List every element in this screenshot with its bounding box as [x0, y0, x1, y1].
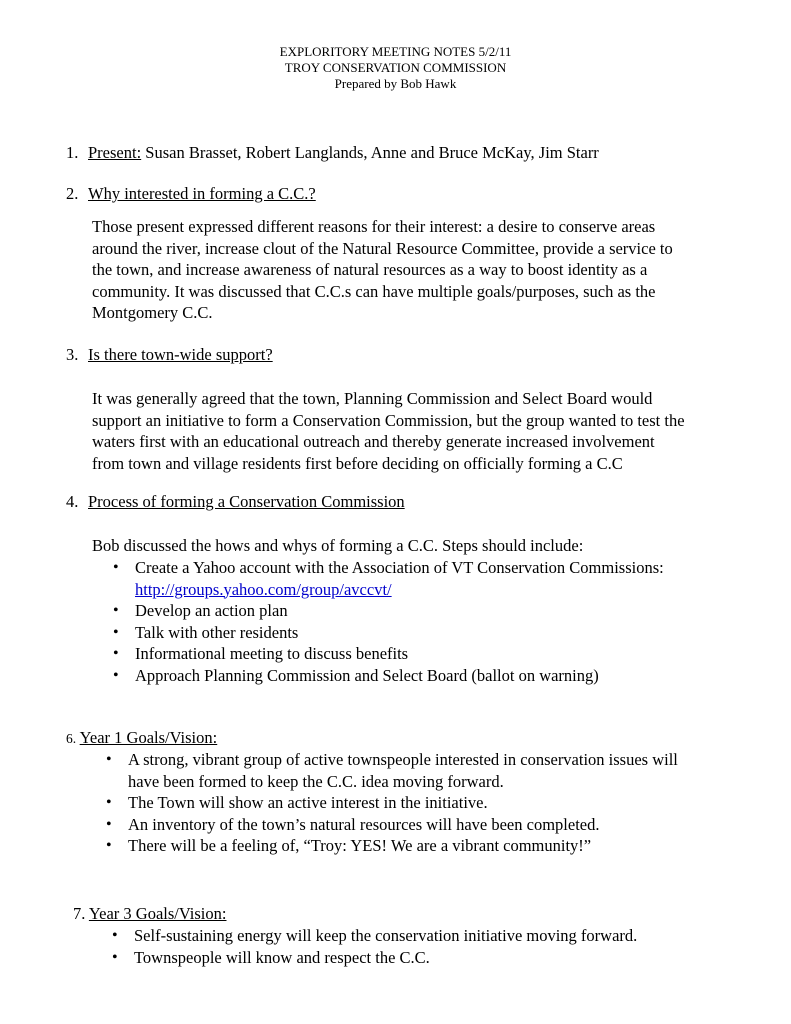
step-text: Create a Yahoo account with the Association of VT Conservation Commissions:: [135, 558, 664, 577]
bullet-icon: •: [106, 837, 112, 854]
step-text: Informational meeting to discuss benefits: [135, 644, 409, 663]
goal-text: Townspeople will know and respect the C.C.: [134, 947, 430, 967]
bullet-icon: •: [113, 666, 119, 684]
document-header: [0, 44, 791, 92]
goal-text: have been formed to keep the C.C. idea moving forward.: [128, 771, 504, 791]
section-town-support: [66, 344, 273, 365]
paragraph-line: around the river, increase clout of the Natural Resource Committee, provide a service to: [92, 238, 673, 258]
section-year3-goals: [73, 903, 226, 924]
list-item: [110, 665, 770, 687]
process-steps-list: [110, 557, 770, 686]
section-heading: Is there town-wide support?: [88, 345, 273, 364]
bullet-icon: •: [106, 794, 112, 811]
step-text: Approach Planning Commission and Select Board (ballot on warning): [135, 665, 599, 685]
paragraph-line: support an initiative to form a Conservation Commission, but the group wanted to test the: [92, 410, 685, 430]
section-heading: Why interested in forming a C.C.?: [88, 184, 316, 203]
list-item: [110, 557, 770, 600]
list-item: [103, 814, 773, 836]
list-item: [110, 643, 770, 665]
header-author: Prepared by Bob Hawk: [334, 76, 457, 91]
bullet-icon: •: [113, 559, 119, 576]
section-number: 3.: [66, 345, 79, 364]
list-item: [109, 947, 769, 969]
bullet-icon: •: [106, 815, 112, 833]
year3-goals-list: [109, 925, 769, 968]
section-number: 4.: [66, 492, 79, 511]
list-item: [103, 749, 773, 792]
section-present: [66, 142, 599, 163]
paragraph-line: from town and village residents first before deciding on officially forming a C.C: [92, 453, 623, 473]
bullet-icon: •: [112, 948, 118, 966]
paragraph-line: It was generally agreed that the town, Planning Commission and Select Board would: [92, 389, 653, 408]
goal-text: The Town will show an active interest in the initiative.: [128, 793, 488, 812]
process-intro: Bob discussed the hows and whys of forming a C.C. Steps should include:: [92, 536, 584, 555]
section-number: 7.: [73, 904, 86, 923]
section-why-interested: [66, 183, 316, 204]
bullet-icon: •: [106, 751, 112, 768]
yahoo-group-link[interactable]: http://groups.yahoo.com/group/avccvt/: [135, 579, 392, 599]
year1-goals-list: [103, 749, 773, 857]
goal-text: There will be a feeling of, “Troy: YES! We are a vibrant community!”: [128, 836, 592, 855]
goal-text: Self-sustaining energy will keep the conservation initiative moving forward.: [134, 926, 638, 945]
bullet-icon: •: [112, 927, 118, 944]
list-item: [103, 835, 773, 857]
section-heading: Year 1 Goals/Vision:: [79, 728, 218, 747]
paragraph-line: Montgomery C.C.: [92, 303, 213, 322]
town-support-paragraph: [92, 388, 752, 474]
paragraph-line: waters first with an educational outreach and thereby generate increased involvement: [92, 432, 655, 451]
section-heading: Year 3 Goals/Vision:: [88, 904, 227, 923]
step-text: Develop an action plan: [135, 601, 288, 620]
paragraph-line: Those present expressed different reasons for their interest: a desire to conserve areas: [92, 217, 656, 236]
list-item: [110, 622, 770, 644]
paragraph-line: community. It was discussed that C.C.s can have multiple goals/purposes, such as the: [92, 281, 656, 301]
header-title: EXPLORITORY MEETING NOTES 5/2/11: [279, 44, 512, 59]
section-process: [66, 491, 405, 512]
bullet-icon: •: [113, 602, 119, 619]
section-heading: Process of forming a Conservation Commission: [88, 492, 405, 511]
section-number: 2.: [66, 184, 79, 203]
section-number: 1.: [66, 143, 79, 162]
goal-text: A strong, vibrant group of active townspeople interested in conservation issues will: [128, 750, 678, 769]
present-label: Present:: [88, 143, 142, 162]
bullet-icon: •: [113, 645, 119, 662]
section-year1-goals: [66, 727, 217, 749]
paragraph-line: the town, and increase awareness of natural resources as a way to boost identity as a: [92, 260, 648, 279]
goal-text: An inventory of the town’s natural resources will have been completed.: [128, 814, 600, 834]
list-item: [109, 925, 769, 947]
present-attendees: Susan Brasset, Robert Langlands, Anne and Bruce McKay, Jim Starr: [141, 143, 599, 162]
list-item: [110, 600, 770, 622]
header-organization: TROY CONSERVATION COMMISSION: [284, 60, 507, 75]
why-interested-paragraph: [92, 216, 752, 324]
section-number: 6.: [66, 731, 77, 746]
bullet-icon: •: [113, 623, 119, 641]
step-text: Talk with other residents: [135, 622, 299, 642]
list-item: [103, 792, 773, 814]
